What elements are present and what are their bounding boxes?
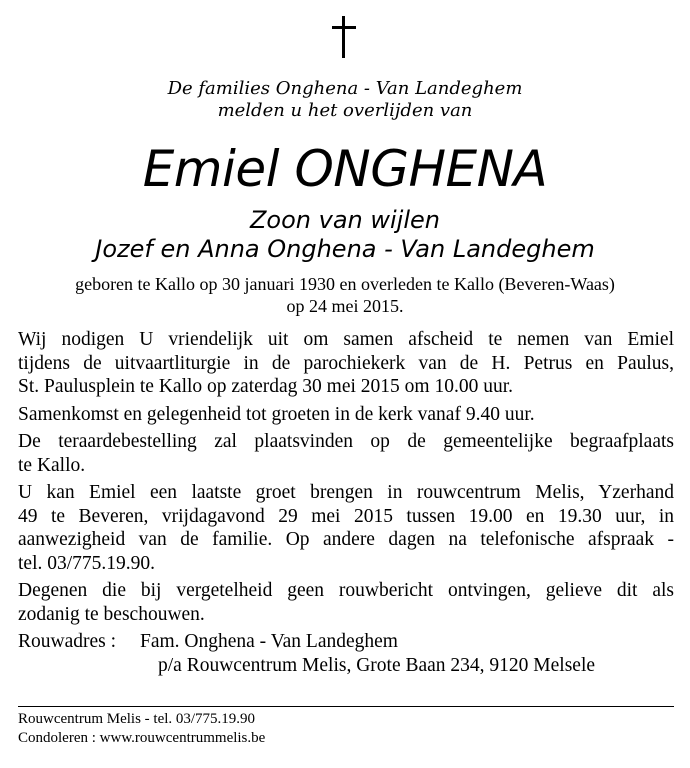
text-line: De teraardebestelling zal plaatsvinden op de gemeentelijke begraafplaats [18,431,674,452]
text-line: St. Paulusplein te Kallo op zaterdag 30 mei 2015 om 10.00 uur. [18,376,514,397]
intro-announce: melden u het overlijden van [217,100,473,121]
birth-death-line1: geboren te Kallo op 30 januari 1930 en overleden te Kallo (Beveren-Waas) [75,274,615,294]
notice-body [18,328,674,678]
text-line: zodanig te beschouwen. [18,603,205,625]
mourning-address-label: Rouwadres : [18,631,117,652]
birth-death-line2: op 24 mei 2015. [286,296,404,316]
son-of-parents: Jozef en Anna Onghena - Van Landeghem [95,235,595,263]
deceased-name: Emiel ONGHENA [142,140,548,198]
no-notice-paragraph [18,579,674,626]
mourning-address-family: Fam. Onghena - Van Landeghem [140,631,398,652]
farewell-paragraph [18,481,674,575]
gathering-paragraph [18,403,674,427]
text-line: Wij nodigen U vriendelijk uit om samen afscheid te nemen van Emiel [18,329,674,350]
footer [18,710,265,748]
birth-death-info [0,273,690,317]
intro-announcement [0,78,690,122]
text-line: aanwezigheid van de familie. Op andere dagen na telefonische afspraak - [18,529,674,550]
footer-divider [18,706,674,707]
mourning-address-location: p/a Rouwcentrum Melis, Grote Baan 234, 9120 Melsele [158,655,596,676]
intro-families: De families Onghena - Van Landeghem [167,78,523,99]
text-line: tel. 03/775.19.90. [18,552,156,574]
cross-icon [332,16,356,58]
footer-condolences: Condoleren : www.rouwcentrummelis.be [18,730,266,746]
mourning-address [18,630,674,678]
text-line: Samenkomst en gelegenheid tot groeten in de kerk vanaf 9.40 uur. [18,403,535,425]
invite-paragraph [18,328,674,399]
text-line: U kan Emiel een laatste groet brengen in rouwcentrum Melis, Yzerhand [18,482,674,503]
son-of [0,206,690,264]
text-line: te Kallo. [18,454,86,476]
footer-funeral-home: Rouwcentrum Melis - tel. 03/775.19.90 [18,711,256,727]
text-line: Degenen die bij vergetelheid geen rouwbericht ontvingen, gelieve dit als [18,580,674,601]
son-of-line1: Zoon van wijlen [249,206,440,234]
burial-paragraph [18,430,674,477]
text-line: 49 te Beveren, vrijdagavond 29 mei 2015 tussen 19.00 en 19.30 uur, in [18,505,674,527]
text-line: tijdens de uitvaartliturgie in de parochiekerk van de H. Petrus en Paulus, [18,352,674,374]
